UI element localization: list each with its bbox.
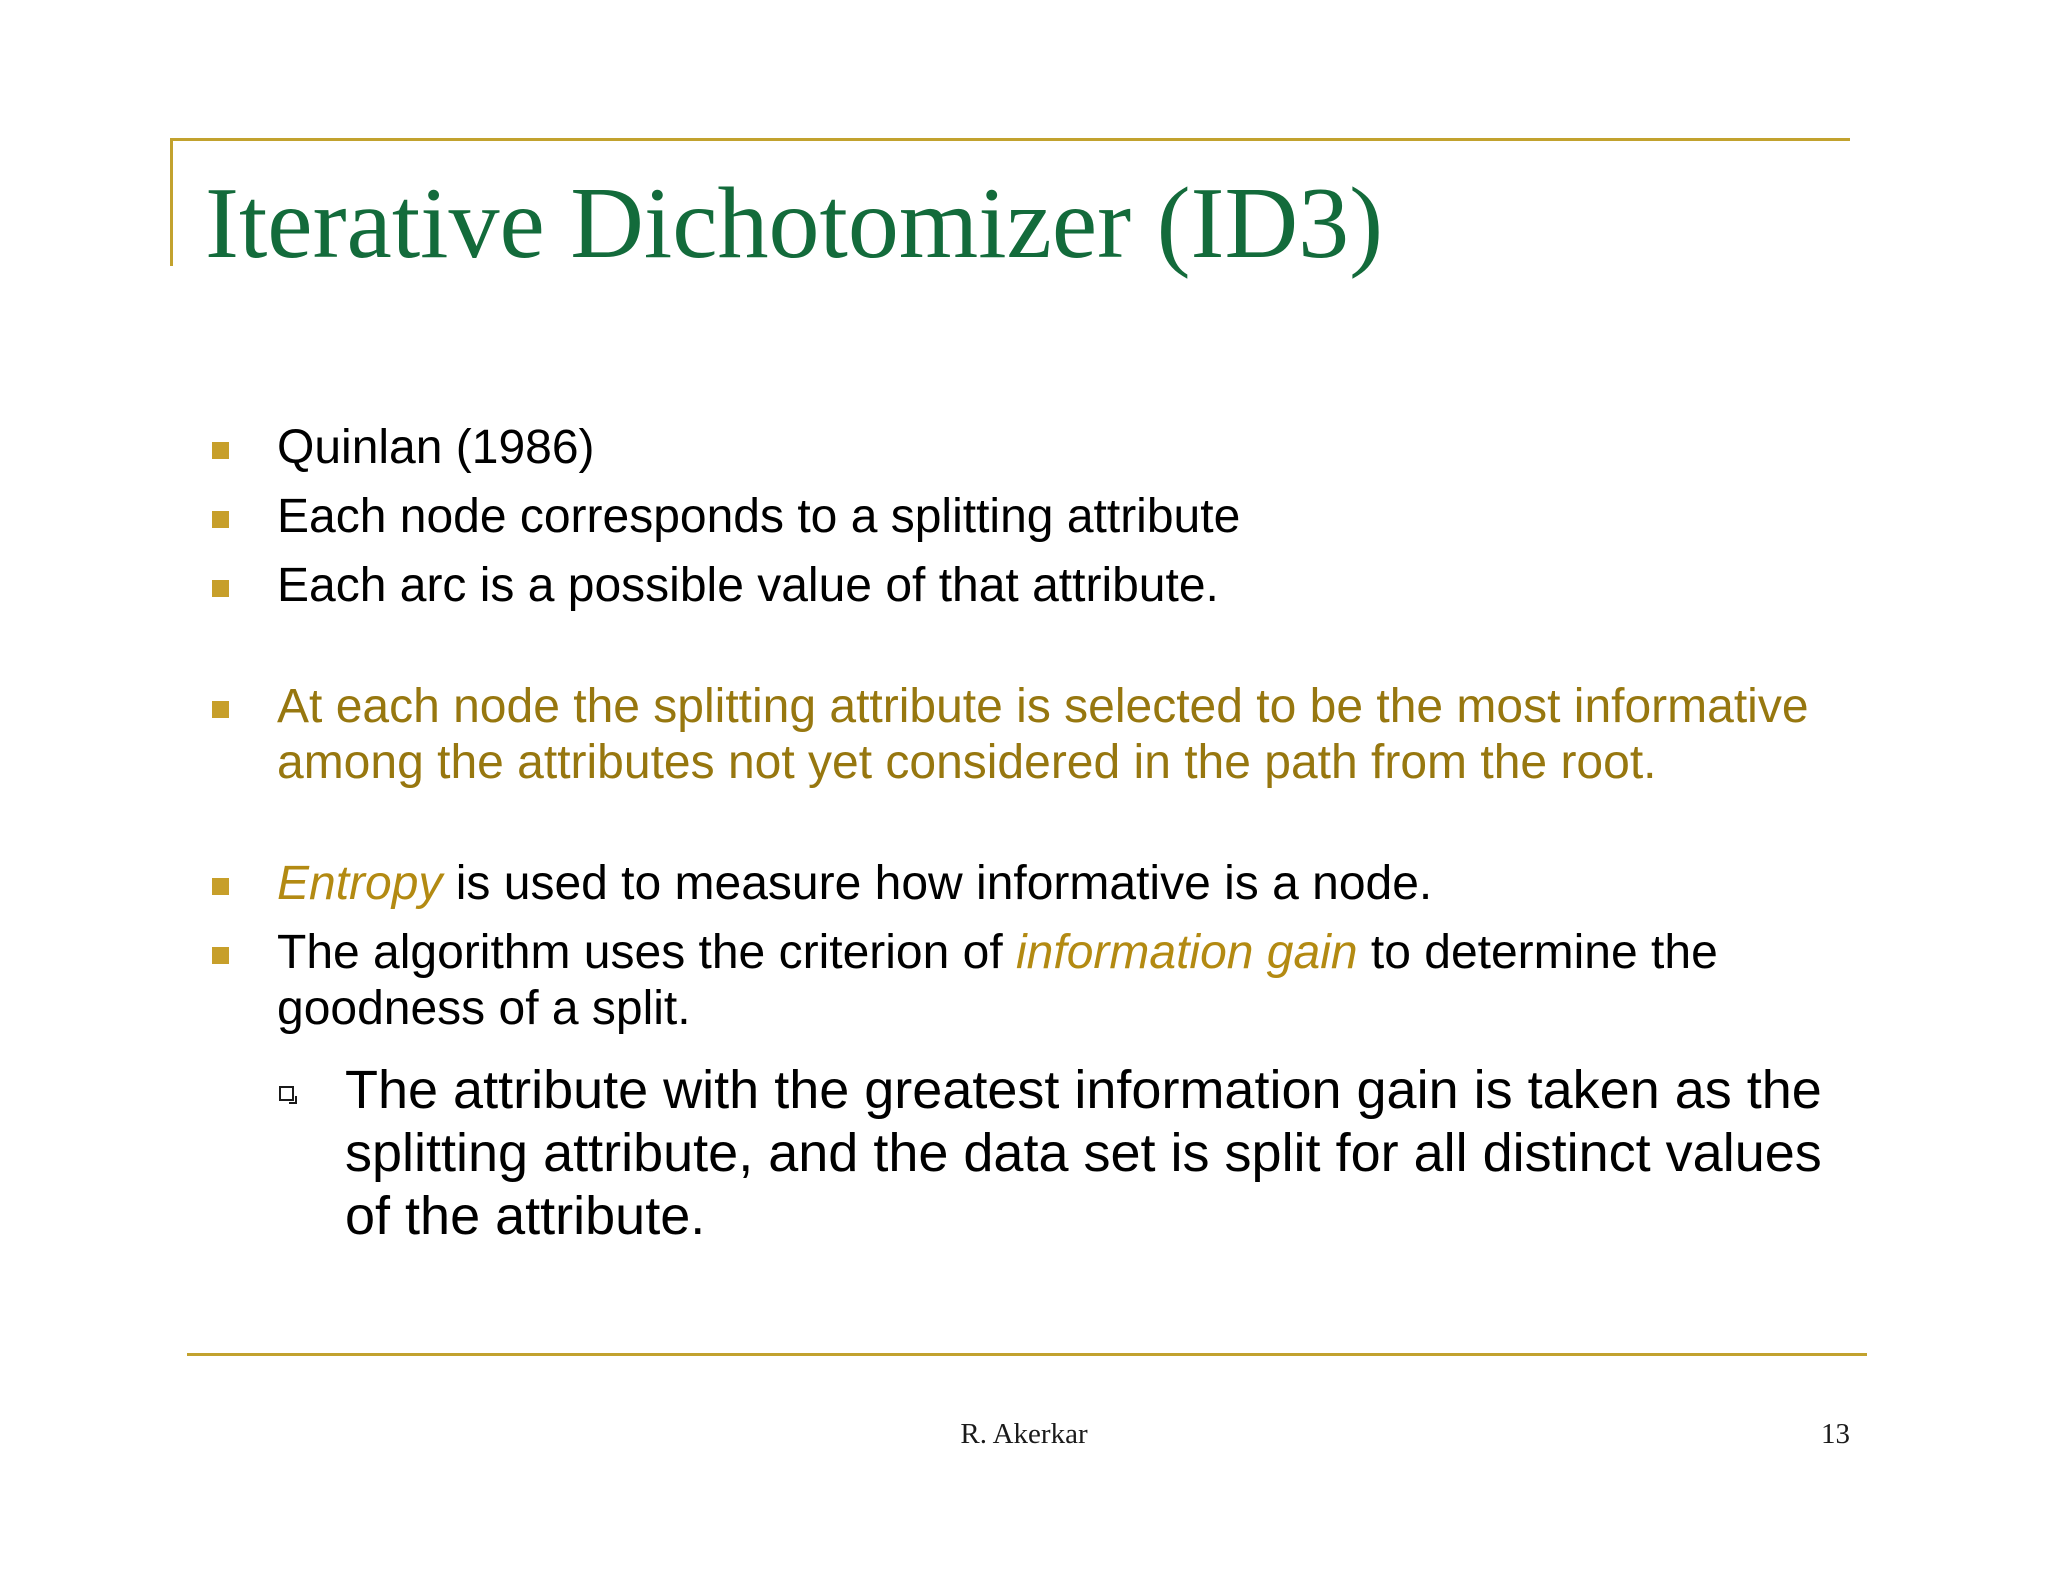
title-top-rule [170,138,1850,141]
sub-bullet-item [277,1059,1855,1248]
page-number: 13 [1821,1418,1850,1450]
bullet-list [205,420,1855,1261]
sub-bullet-text: The attribute with the greatest information gain is taken as the splitting attribute, and the data set is split for all distinct values of the attribute. [345,1060,1822,1246]
square-bullet-icon [212,511,229,528]
square-bullet-icon [212,701,229,718]
bullet-item [205,489,1855,545]
bullet-text: Each arc is a possible value of that attribute. [277,559,1219,612]
bullet-text: to determine the goodness of a split. [277,926,1718,1035]
sub-bullet-list [277,1059,1855,1248]
bullet-text: Each node corresponds to a splitting attribute [277,490,1241,543]
footer-rule [187,1353,1867,1356]
entropy-term: Entropy [277,857,443,910]
slide-title: Iterative Dichotomizer (ID3) [205,167,1384,280]
footer-author: R. Akerkar [960,1418,1088,1450]
information-gain-term: information gain [1016,926,1358,979]
bullet-text: The algorithm uses the criterion of [277,926,1017,979]
bullet-item-highlighted [205,679,1855,791]
hollow-square-bullet-icon [279,1086,294,1101]
bullet-item [205,856,1855,912]
bullet-item [205,925,1855,1248]
bullet-text: is used to measure how informative is a node. [442,857,1433,910]
square-bullet-icon [212,580,229,597]
bullet-text: At each node the splitting attribute is selected to be the most informative among the attributes not yet considered in the path from the root. [277,680,1809,789]
bullet-item [205,558,1855,614]
title-left-rule [170,138,173,266]
square-bullet-icon [212,442,229,459]
square-bullet-icon [212,947,229,964]
bullet-item [205,420,1855,476]
square-bullet-icon [212,878,229,895]
bullet-text: Quinlan (1986) [277,421,595,474]
